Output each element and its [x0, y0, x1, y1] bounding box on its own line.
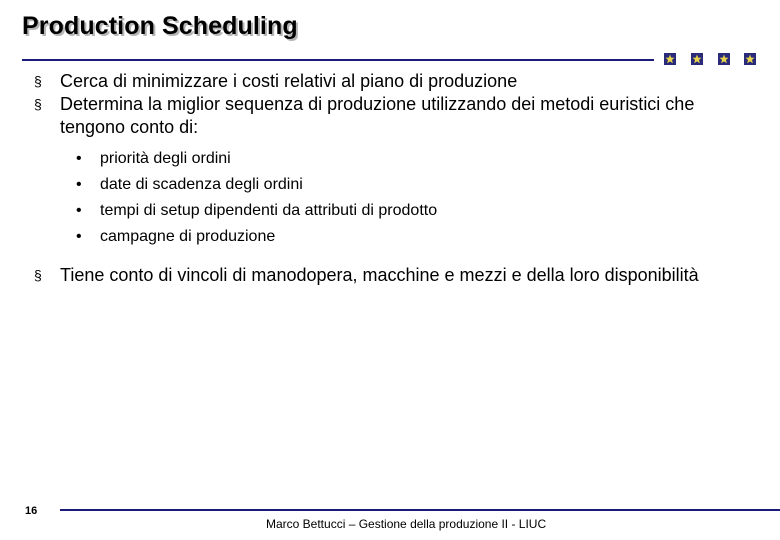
bullet-marker: §	[34, 267, 42, 283]
sub-bullet-item	[34, 224, 754, 250]
bullet-marker: §	[34, 96, 42, 112]
sub-bullet-item	[34, 198, 754, 224]
bullet-item	[34, 70, 754, 93]
star-icon	[691, 53, 703, 65]
sub-bullet-item	[34, 172, 754, 198]
sub-bullet-marker: •	[76, 150, 82, 167]
sub-bullet-text: campagne di produzione	[100, 228, 276, 245]
sub-bullet-item	[34, 146, 754, 172]
slide-title: Production Scheduling	[22, 12, 298, 40]
sub-bullet-text: priorità degli ordini	[100, 150, 231, 167]
bullet-text: Cerca di minimizzare i costi relativi al piano di produzione	[60, 71, 518, 91]
star-icon	[718, 53, 730, 65]
sub-bullet-text: date di scadenza degli ordini	[100, 176, 303, 193]
star-icon	[664, 53, 676, 65]
sub-bullet-text: tempi di setup dipendenti da attributi di prodotto	[100, 202, 438, 219]
bullet-marker: §	[34, 73, 42, 89]
footer-text: Marco Bettucci – Gestione della produzione II - LIUC	[266, 517, 547, 531]
page-number: 16	[25, 505, 38, 517]
bullet-item	[34, 264, 754, 287]
bullet-text: Determina la miglior sequenza di produzione utilizzando dei metodi euristici che tengono conto di:	[60, 94, 695, 137]
bullet-item	[34, 93, 754, 139]
sub-bullet-marker: •	[76, 176, 82, 193]
bullet-text: Tiene conto di vincoli di manodopera, macchine e mezzi e della loro disponibilità	[60, 265, 699, 285]
star-icon	[744, 53, 756, 65]
star-decoration	[664, 53, 764, 67]
bullet-list	[34, 70, 754, 287]
sub-bullet-marker: •	[76, 202, 82, 219]
sub-bullet-marker: •	[76, 228, 82, 245]
title-divider	[22, 59, 654, 61]
footer-divider	[60, 509, 780, 511]
sub-bullet-list	[34, 146, 754, 250]
